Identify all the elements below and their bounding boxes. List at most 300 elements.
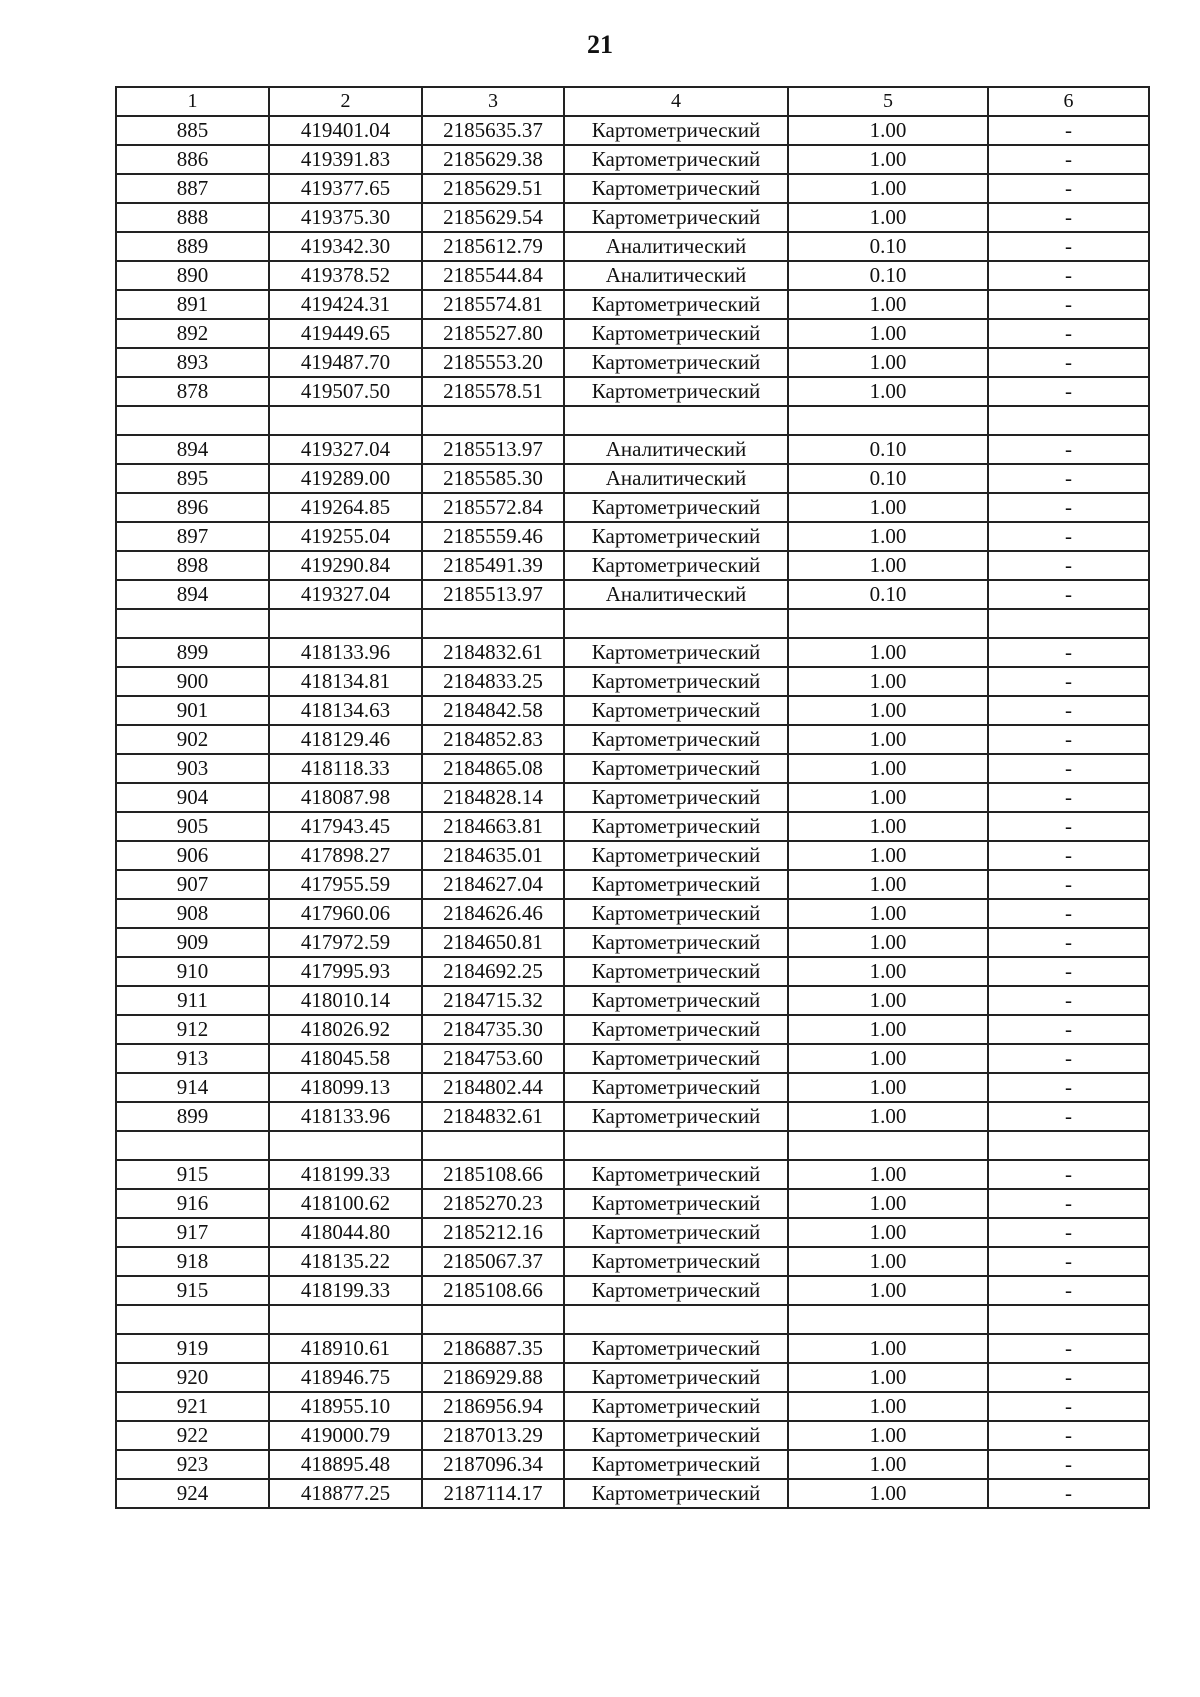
point-number-cell: 885	[116, 116, 269, 145]
y-coordinate-cell: 2187114.17	[422, 1479, 564, 1508]
y-coordinate-cell: 2187013.29	[422, 1421, 564, 1450]
accuracy-cell: 1.00	[788, 1247, 988, 1276]
method-cell: Картометрический	[564, 1479, 788, 1508]
y-coordinate-cell: 2185635.37	[422, 116, 564, 145]
note-cell: -	[988, 1073, 1149, 1102]
x-coordinate-cell: 418134.81	[269, 667, 422, 696]
accuracy-cell: 1.00	[788, 1392, 988, 1421]
note-cell: -	[988, 783, 1149, 812]
y-coordinate-cell: 2184832.61	[422, 638, 564, 667]
y-coordinate-cell: 2185270.23	[422, 1189, 564, 1218]
column-header: 2	[269, 87, 422, 116]
method-cell: Картометрический	[564, 638, 788, 667]
y-coordinate-cell: 2185559.46	[422, 522, 564, 551]
point-number-cell: 909	[116, 928, 269, 957]
x-coordinate-cell: 418134.63	[269, 696, 422, 725]
separator-row	[116, 609, 1149, 638]
note-cell: -	[988, 1102, 1149, 1131]
table-row	[116, 1421, 1149, 1450]
table-row	[116, 348, 1149, 377]
y-coordinate-cell: 2185108.66	[422, 1160, 564, 1189]
table-header-row	[116, 87, 1149, 116]
method-cell: Картометрический	[564, 203, 788, 232]
x-coordinate-cell	[269, 609, 422, 638]
point-number-cell: 891	[116, 290, 269, 319]
table-row	[116, 493, 1149, 522]
method-cell: Картометрический	[564, 522, 788, 551]
accuracy-cell: 1.00	[788, 1160, 988, 1189]
point-number-cell: 910	[116, 957, 269, 986]
x-coordinate-cell: 419327.04	[269, 580, 422, 609]
y-coordinate-cell: 2184692.25	[422, 957, 564, 986]
x-coordinate-cell: 419449.65	[269, 319, 422, 348]
point-number-cell: 915	[116, 1276, 269, 1305]
point-number-cell: 892	[116, 319, 269, 348]
x-coordinate-cell: 418099.13	[269, 1073, 422, 1102]
x-coordinate-cell: 418118.33	[269, 754, 422, 783]
table-row	[116, 1218, 1149, 1247]
note-cell	[988, 609, 1149, 638]
x-coordinate-cell: 418895.48	[269, 1450, 422, 1479]
point-number-cell: 899	[116, 638, 269, 667]
point-number-cell: 919	[116, 1334, 269, 1363]
y-coordinate-cell: 2187096.34	[422, 1450, 564, 1479]
table-row	[116, 261, 1149, 290]
accuracy-cell: 1.00	[788, 928, 988, 957]
accuracy-cell: 1.00	[788, 1218, 988, 1247]
table-row	[116, 841, 1149, 870]
accuracy-cell: 1.00	[788, 174, 988, 203]
y-coordinate-cell: 2184627.04	[422, 870, 564, 899]
table-row	[116, 1073, 1149, 1102]
table-row	[116, 1392, 1149, 1421]
table-row	[116, 899, 1149, 928]
x-coordinate-cell: 419391.83	[269, 145, 422, 174]
point-number-cell: 900	[116, 667, 269, 696]
accuracy-cell: 1.00	[788, 1450, 988, 1479]
y-coordinate-cell: 2186929.88	[422, 1363, 564, 1392]
point-number-cell: 896	[116, 493, 269, 522]
x-coordinate-cell: 419264.85	[269, 493, 422, 522]
x-coordinate-cell: 418044.80	[269, 1218, 422, 1247]
accuracy-cell: 1.00	[788, 377, 988, 406]
note-cell: -	[988, 1276, 1149, 1305]
accuracy-cell: 1.00	[788, 754, 988, 783]
x-coordinate-cell: 419255.04	[269, 522, 422, 551]
table-row	[116, 667, 1149, 696]
accuracy-cell: 0.10	[788, 435, 988, 464]
y-coordinate-cell: 2184715.32	[422, 986, 564, 1015]
column-header: 4	[564, 87, 788, 116]
y-coordinate-cell: 2185212.16	[422, 1218, 564, 1247]
method-cell: Картометрический	[564, 290, 788, 319]
note-cell: -	[988, 812, 1149, 841]
x-coordinate-cell: 419375.30	[269, 203, 422, 232]
column-header: 1	[116, 87, 269, 116]
accuracy-cell: 1.00	[788, 899, 988, 928]
table-row	[116, 1160, 1149, 1189]
table-row	[116, 203, 1149, 232]
accuracy-cell: 1.00	[788, 986, 988, 1015]
point-number-cell: 889	[116, 232, 269, 261]
note-cell: -	[988, 725, 1149, 754]
point-number-cell	[116, 609, 269, 638]
note-cell: -	[988, 580, 1149, 609]
accuracy-cell: 1.00	[788, 1102, 988, 1131]
table-row	[116, 957, 1149, 986]
y-coordinate-cell: 2185544.84	[422, 261, 564, 290]
note-cell: -	[988, 1392, 1149, 1421]
accuracy-cell: 1.00	[788, 957, 988, 986]
x-coordinate-cell: 419289.00	[269, 464, 422, 493]
y-coordinate-cell: 2185574.81	[422, 290, 564, 319]
point-number-cell: 906	[116, 841, 269, 870]
x-coordinate-cell: 417995.93	[269, 957, 422, 986]
accuracy-cell: 1.00	[788, 1044, 988, 1073]
accuracy-cell: 0.10	[788, 580, 988, 609]
x-coordinate-cell	[269, 1305, 422, 1334]
accuracy-cell: 1.00	[788, 667, 988, 696]
method-cell: Картометрический	[564, 145, 788, 174]
method-cell: Картометрический	[564, 986, 788, 1015]
table-row	[116, 319, 1149, 348]
method-cell: Картометрический	[564, 1363, 788, 1392]
note-cell	[988, 1305, 1149, 1334]
method-cell	[564, 609, 788, 638]
accuracy-cell: 1.00	[788, 1015, 988, 1044]
table-row	[116, 1102, 1149, 1131]
note-cell: -	[988, 1334, 1149, 1363]
x-coordinate-cell: 417955.59	[269, 870, 422, 899]
point-number-cell: 907	[116, 870, 269, 899]
accuracy-cell: 1.00	[788, 1479, 988, 1508]
y-coordinate-cell: 2184663.81	[422, 812, 564, 841]
table-row	[116, 754, 1149, 783]
y-coordinate-cell	[422, 609, 564, 638]
table-row	[116, 464, 1149, 493]
y-coordinate-cell: 2184852.83	[422, 725, 564, 754]
x-coordinate-cell: 418199.33	[269, 1276, 422, 1305]
note-cell	[988, 1131, 1149, 1160]
note-cell: -	[988, 667, 1149, 696]
note-cell: -	[988, 232, 1149, 261]
note-cell: -	[988, 1479, 1149, 1508]
point-number-cell: 886	[116, 145, 269, 174]
method-cell	[564, 406, 788, 435]
method-cell: Картометрический	[564, 1102, 788, 1131]
y-coordinate-cell: 2185491.39	[422, 551, 564, 580]
y-coordinate-cell: 2184833.25	[422, 667, 564, 696]
point-number-cell	[116, 406, 269, 435]
note-cell: -	[988, 551, 1149, 580]
accuracy-cell: 1.00	[788, 638, 988, 667]
method-cell: Картометрический	[564, 348, 788, 377]
accuracy-cell: 1.00	[788, 290, 988, 319]
note-cell: -	[988, 145, 1149, 174]
note-cell: -	[988, 1015, 1149, 1044]
note-cell: -	[988, 1363, 1149, 1392]
x-coordinate-cell: 418946.75	[269, 1363, 422, 1392]
note-cell: -	[988, 1421, 1149, 1450]
table-row	[116, 725, 1149, 754]
accuracy-cell: 1.00	[788, 348, 988, 377]
accuracy-cell: 1.00	[788, 1334, 988, 1363]
table-row	[116, 145, 1149, 174]
point-number-cell: 878	[116, 377, 269, 406]
x-coordinate-cell: 417960.06	[269, 899, 422, 928]
x-coordinate-cell: 418133.96	[269, 638, 422, 667]
x-coordinate-cell: 418129.46	[269, 725, 422, 754]
point-number-cell: 899	[116, 1102, 269, 1131]
note-cell: -	[988, 261, 1149, 290]
point-number-cell: 916	[116, 1189, 269, 1218]
note-cell: -	[988, 870, 1149, 899]
table-row	[116, 1015, 1149, 1044]
y-coordinate-cell: 2185612.79	[422, 232, 564, 261]
method-cell: Картометрический	[564, 1276, 788, 1305]
accuracy-cell: 0.10	[788, 232, 988, 261]
note-cell: -	[988, 928, 1149, 957]
y-coordinate-cell: 2184802.44	[422, 1073, 564, 1102]
accuracy-cell: 1.00	[788, 319, 988, 348]
x-coordinate-cell: 418135.22	[269, 1247, 422, 1276]
y-coordinate-cell: 2184828.14	[422, 783, 564, 812]
table-row	[116, 870, 1149, 899]
note-cell: -	[988, 1044, 1149, 1073]
table-row	[116, 435, 1149, 464]
accuracy-cell: 1.00	[788, 551, 988, 580]
note-cell: -	[988, 841, 1149, 870]
point-number-cell: 894	[116, 580, 269, 609]
accuracy-cell: 0.10	[788, 464, 988, 493]
accuracy-cell: 1.00	[788, 1073, 988, 1102]
accuracy-cell: 1.00	[788, 1363, 988, 1392]
accuracy-cell	[788, 1305, 988, 1334]
point-number-cell: 888	[116, 203, 269, 232]
accuracy-cell: 1.00	[788, 725, 988, 754]
method-cell: Аналитический	[564, 232, 788, 261]
y-coordinate-cell: 2184650.81	[422, 928, 564, 957]
method-cell: Картометрический	[564, 1421, 788, 1450]
note-cell: -	[988, 957, 1149, 986]
accuracy-cell	[788, 406, 988, 435]
point-number-cell: 914	[116, 1073, 269, 1102]
x-coordinate-cell	[269, 406, 422, 435]
point-number-cell: 898	[116, 551, 269, 580]
point-number-cell: 904	[116, 783, 269, 812]
column-header: 5	[788, 87, 988, 116]
method-cell: Аналитический	[564, 435, 788, 464]
y-coordinate-cell: 2185108.66	[422, 1276, 564, 1305]
table-row	[116, 1334, 1149, 1363]
y-coordinate-cell: 2184832.61	[422, 1102, 564, 1131]
separator-row	[116, 1305, 1149, 1334]
x-coordinate-cell: 418955.10	[269, 1392, 422, 1421]
y-coordinate-cell: 2184842.58	[422, 696, 564, 725]
point-number-cell: 893	[116, 348, 269, 377]
method-cell: Картометрический	[564, 1334, 788, 1363]
accuracy-cell: 0.10	[788, 261, 988, 290]
table-row	[116, 1044, 1149, 1073]
note-cell: -	[988, 1160, 1149, 1189]
point-number-cell: 915	[116, 1160, 269, 1189]
method-cell: Картометрический	[564, 1073, 788, 1102]
accuracy-cell: 1.00	[788, 1276, 988, 1305]
accuracy-cell: 1.00	[788, 522, 988, 551]
method-cell: Картометрический	[564, 174, 788, 203]
y-coordinate-cell: 2184865.08	[422, 754, 564, 783]
coordinates-table-body	[116, 87, 1149, 1508]
separator-row	[116, 1131, 1149, 1160]
table-row	[116, 812, 1149, 841]
note-cell: -	[988, 1247, 1149, 1276]
table-row	[116, 696, 1149, 725]
note-cell: -	[988, 377, 1149, 406]
method-cell: Картометрический	[564, 319, 788, 348]
separator-row	[116, 406, 1149, 435]
y-coordinate-cell: 2185553.20	[422, 348, 564, 377]
method-cell: Картометрический	[564, 1189, 788, 1218]
table-row	[116, 1479, 1149, 1508]
method-cell: Картометрический	[564, 1247, 788, 1276]
point-number-cell: 913	[116, 1044, 269, 1073]
method-cell: Аналитический	[564, 464, 788, 493]
page-number: 21	[587, 30, 613, 59]
column-header: 6	[988, 87, 1149, 116]
y-coordinate-cell: 2185513.97	[422, 580, 564, 609]
note-cell: -	[988, 116, 1149, 145]
y-coordinate-cell: 2185572.84	[422, 493, 564, 522]
table-row	[116, 377, 1149, 406]
point-number-cell: 903	[116, 754, 269, 783]
y-coordinate-cell: 2185578.51	[422, 377, 564, 406]
x-coordinate-cell: 418026.92	[269, 1015, 422, 1044]
table-row	[116, 986, 1149, 1015]
x-coordinate-cell: 417972.59	[269, 928, 422, 957]
y-coordinate-cell: 2185629.51	[422, 174, 564, 203]
point-number-cell: 902	[116, 725, 269, 754]
point-number-cell: 920	[116, 1363, 269, 1392]
point-number-cell	[116, 1305, 269, 1334]
method-cell: Картометрический	[564, 377, 788, 406]
x-coordinate-cell: 418877.25	[269, 1479, 422, 1508]
note-cell: -	[988, 493, 1149, 522]
accuracy-cell: 1.00	[788, 841, 988, 870]
accuracy-cell	[788, 609, 988, 638]
point-number-cell: 917	[116, 1218, 269, 1247]
x-coordinate-cell: 419401.04	[269, 116, 422, 145]
method-cell: Картометрический	[564, 812, 788, 841]
table-row	[116, 174, 1149, 203]
note-cell: -	[988, 696, 1149, 725]
table-row	[116, 1276, 1149, 1305]
method-cell: Картометрический	[564, 870, 788, 899]
accuracy-cell: 1.00	[788, 493, 988, 522]
method-cell: Картометрический	[564, 667, 788, 696]
note-cell: -	[988, 174, 1149, 203]
y-coordinate-cell: 2185513.97	[422, 435, 564, 464]
accuracy-cell: 1.00	[788, 203, 988, 232]
x-coordinate-cell: 417898.27	[269, 841, 422, 870]
point-number-cell: 905	[116, 812, 269, 841]
x-coordinate-cell: 418910.61	[269, 1334, 422, 1363]
note-cell: -	[988, 1218, 1149, 1247]
method-cell: Картометрический	[564, 841, 788, 870]
accuracy-cell: 1.00	[788, 783, 988, 812]
point-number-cell: 922	[116, 1421, 269, 1450]
point-number-cell: 921	[116, 1392, 269, 1421]
note-cell: -	[988, 348, 1149, 377]
method-cell: Картометрический	[564, 1044, 788, 1073]
note-cell: -	[988, 464, 1149, 493]
point-number-cell: 894	[116, 435, 269, 464]
table-row	[116, 522, 1149, 551]
note-cell: -	[988, 290, 1149, 319]
table-row	[116, 232, 1149, 261]
method-cell: Картометрический	[564, 957, 788, 986]
method-cell: Картометрический	[564, 116, 788, 145]
x-coordinate-cell: 418199.33	[269, 1160, 422, 1189]
accuracy-cell: 1.00	[788, 812, 988, 841]
point-number-cell: 923	[116, 1450, 269, 1479]
method-cell: Картометрический	[564, 1450, 788, 1479]
note-cell: -	[988, 754, 1149, 783]
accuracy-cell: 1.00	[788, 1189, 988, 1218]
method-cell: Картометрический	[564, 551, 788, 580]
table-row	[116, 638, 1149, 667]
note-cell: -	[988, 435, 1149, 464]
point-number-cell	[116, 1131, 269, 1160]
point-number-cell: 924	[116, 1479, 269, 1508]
method-cell: Картометрический	[564, 928, 788, 957]
note-cell: -	[988, 319, 1149, 348]
method-cell: Картометрический	[564, 725, 788, 754]
table-row	[116, 580, 1149, 609]
method-cell: Аналитический	[564, 580, 788, 609]
x-coordinate-cell: 419424.31	[269, 290, 422, 319]
method-cell: Картометрический	[564, 1218, 788, 1247]
point-number-cell: 897	[116, 522, 269, 551]
x-coordinate-cell: 418010.14	[269, 986, 422, 1015]
note-cell: -	[988, 1189, 1149, 1218]
method-cell: Картометрический	[564, 899, 788, 928]
x-coordinate-cell: 419000.79	[269, 1421, 422, 1450]
y-coordinate-cell: 2185585.30	[422, 464, 564, 493]
table-row	[116, 783, 1149, 812]
method-cell: Картометрический	[564, 696, 788, 725]
x-coordinate-cell: 418133.96	[269, 1102, 422, 1131]
y-coordinate-cell	[422, 1131, 564, 1160]
table-row	[116, 290, 1149, 319]
table-row	[116, 116, 1149, 145]
method-cell: Картометрический	[564, 783, 788, 812]
method-cell: Аналитический	[564, 261, 788, 290]
method-cell: Картометрический	[564, 1015, 788, 1044]
x-coordinate-cell: 417943.45	[269, 812, 422, 841]
note-cell: -	[988, 899, 1149, 928]
method-cell	[564, 1131, 788, 1160]
y-coordinate-cell: 2185527.80	[422, 319, 564, 348]
point-number-cell: 918	[116, 1247, 269, 1276]
y-coordinate-cell: 2185629.38	[422, 145, 564, 174]
accuracy-cell	[788, 1131, 988, 1160]
point-number-cell: 887	[116, 174, 269, 203]
point-number-cell: 912	[116, 1015, 269, 1044]
y-coordinate-cell: 2184753.60	[422, 1044, 564, 1073]
y-coordinate-cell: 2185629.54	[422, 203, 564, 232]
table-row	[116, 928, 1149, 957]
method-cell: Картометрический	[564, 754, 788, 783]
